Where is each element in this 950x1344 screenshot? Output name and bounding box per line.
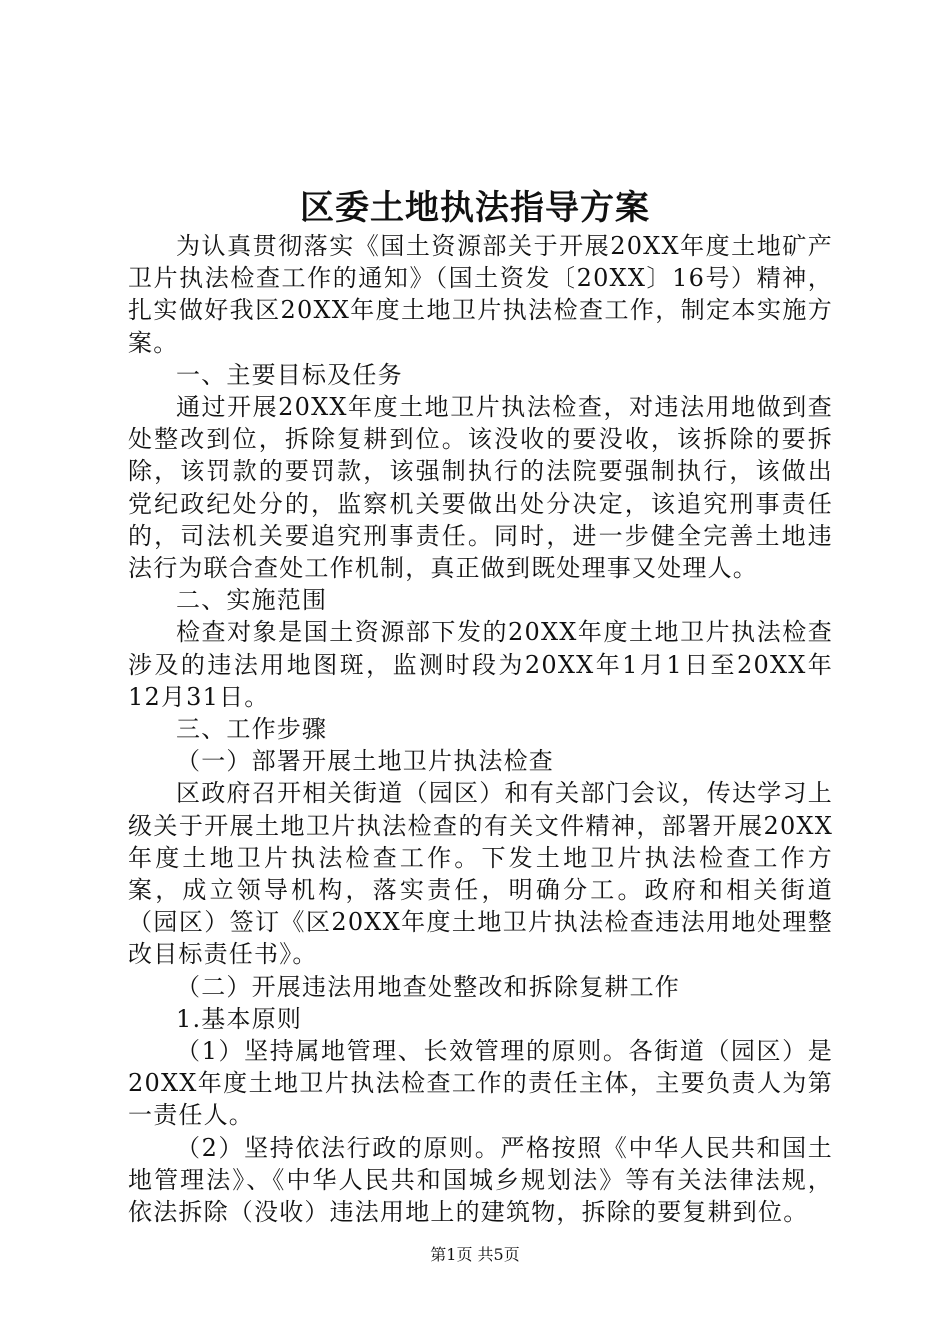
paragraph-principle-2: （2）坚持依法行政的原则。严格按照《中华人民共和国土地管理法》、《中华人民共和国城乡规划法》等有关法律法规，依法拆除（没收）违法用地上的建筑物，拆除的要复耕到位。 xyxy=(128,1133,833,1227)
paragraph-step-1: 区政府召开相关街道（园区）和有关部门会议，传达学习上级关于开展土地卫片执法检查的有关文件精神，部署开展20XX年度土地卫片执法检查工作。下发土地卫片执法检查工作方案，成立领导机构，落实责任，明确分工。政府和相关街道（园区）签订《区20XX年度土地卫片执法检查违法用地处理整改目标责任书》。 xyxy=(128,779,833,969)
subheading-step-1: （一）部署开展土地卫片执法检查 xyxy=(176,747,554,776)
paragraph-section-2: 检查对象是国土资源部下发的20XX年度土地卫片执法检查涉及的违法用地图斑，监测时段为20XX年1月1日至20XX年12月31日。 xyxy=(128,618,833,711)
paragraph-intro: 为认真贯彻落实《国土资源部关于开展20XX年度土地矿产卫片执法检查工作的通知》（国土资发〔20XX〕16号）精神，扎实做好我区20XX年度土地卫片执法检查工作，制定本实施方案。 xyxy=(128,232,833,357)
paragraph-section-1: 通过开展20XX年度土地卫片执法检查，对违法用地做到查处整改到位，拆除复耕到位。该没收的要没收，该拆除的要拆除，该罚款的要罚款，该强制执行的法院要强制执行，该做出党纪政纪处分的，监察机关要做出处分决定，该追究刑事责任的，司法机关要追究刑事责任。同时，进一步健全完善土地违法行为联合查处工作机制，真正做到既处理事又处理人。 xyxy=(128,393,833,583)
document-title: 区委土地执法指导方案 xyxy=(300,188,650,228)
subheading-basic-principles: 1.基本原则 xyxy=(176,1004,303,1033)
page-footer: 第1页 共5页 xyxy=(430,1245,520,1264)
heading-section-1: 一、主要目标及任务 xyxy=(176,360,403,389)
paragraph-principle-1: （1）坚持属地管理、长效管理的原则。各街道（园区）是20XX年度土地卫片执法检查工作的责任主体，主要负责人为第一责任人。 xyxy=(128,1037,833,1130)
subheading-step-2: （二）开展违法用地查处整改和拆除复耕工作 xyxy=(176,972,680,1001)
heading-section-2: 二、实施范围 xyxy=(176,586,328,615)
document-body xyxy=(128,230,833,1228)
heading-section-3: 三、工作步骤 xyxy=(176,715,328,744)
